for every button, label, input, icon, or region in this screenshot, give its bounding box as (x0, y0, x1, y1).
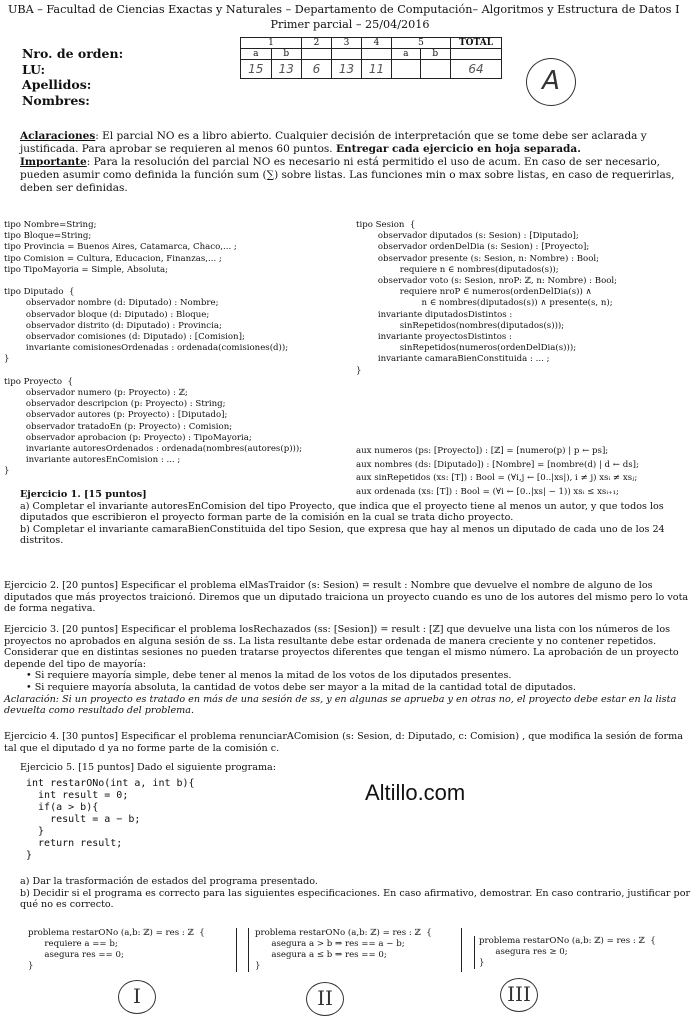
score-1a: 15 (241, 60, 272, 79)
types-right: tipo Sesion { observador diputados (s: Sesion) : [Diputado]; observador ordenDelDia (s: Sesion) : [Proyecto]; observador presente (s: Sesion, n: Nombre) : Bool; requiere n ∈ nombres(diputados(s)); observador voto (s: Sesion, nroP: ℤ, n: Nombre) : Bool; requiere nroP ∈ numeros(ordenDelDia(s)) ∧ n ∈ nombres(diputados(s)) ∧ presente(s, n); invariante diputadosDistintos : sinRepetidos(nombres(diputados(s))); invariante proyectosDistintos : sinRepetidos(numeros(ordenDelDia(s))); invariante camaraBienConstituida : ... ; } (356, 220, 618, 376)
grade-sub-1a: a (241, 49, 272, 60)
student-fields (22, 46, 123, 108)
ex3-clarification: Aclaración: Si un proyecto es tratado en más de una sesión de ss, y en algunas se aprueba y en otras no, el proyecto debe estar en la lista devuelta como resultado del problema. (4, 693, 677, 717)
ex1-a: a) Completar el invariante autoresEnComision del tipo Proyecto, que indica que el proyecto tiene al menos un autor, y que todos los diputados que escribieron el proyecto forman parte de la comisión en la cual se trata dicho proyecto. (20, 500, 664, 524)
spec-2-mark: II (306, 982, 344, 1016)
ex3-text: Ejercicio 3. [20 puntos] Especificar el problema losRechazados (ss: [Sesion]) = result : [ℤ] que devuelve una lista con los números de los proyectos no aprobados en alguna sesión de ss. La lista resultante debe estar ordenada de manera creciente y no contener repetidos. Considerar que en distintas sesiones no pueden tratarse proyectos diferentes que tengan el mismo número. La aprobación de un proyecto depende del tipo de mayoría: (4, 624, 679, 670)
grade-head-total: TOTAL (451, 38, 502, 49)
grade-mark: A (526, 58, 576, 106)
ex5-b: b) Decidir si el programa es correcto para las siguientes especificaciones. En caso afirmativo, demostrar. En caso contrario, justificar por qué no es correcto. (20, 887, 691, 911)
score-3: 13 (332, 60, 362, 79)
ex1-title: Ejercicio 1. [15 puntos] (20, 489, 147, 500)
exam-header (4, 2, 696, 32)
watermark: Altillo.com (365, 780, 466, 805)
instructions-text: : El parcial NO es a libro abierto. Cualquier decisión de interpretación que se tome debe ser aclarada y justificada. Para aprobar se requieren al menos 60 puntos. (20, 130, 647, 155)
grade-sub-5b: b (420, 49, 450, 60)
exercise-1 (20, 489, 694, 547)
header-institution: UBA – Facultad de Ciencias Exactas y Naturales – Departamento de Computación– Algoritmos y Estructura de Datos I (8, 3, 680, 16)
score-total: 64 (451, 60, 502, 79)
grade-head-2: 2 (302, 38, 332, 49)
exercise-4: Ejercicio 4. [30 puntos] Especificar el problema renunciarAComision (s: Sesion, d: Diputado, c: Comision) , que modifica la sesión de forma tal que el diputado d ya no forme parte de la comisión c. (4, 731, 683, 754)
field-lu: LU: (22, 61, 46, 77)
ex3-bullet-simple: • Si requiere mayoría simple, debe tener al menos la mitad de los votos de los diputados presentes. (26, 670, 512, 682)
score-1b: 13 (271, 60, 302, 79)
important-text: : Para la resolución del parcial NO es necesario ni está permitido el uso de acum. En caso de ser necesario, pueden asumir como definida la función sum (∑) sobre listas. Las funciones min o max sobre listas, en caso de requerirlas, deben ser definidas. (20, 156, 675, 194)
score-4: 11 (362, 60, 392, 79)
instructions-bold: Entregar cada ejercicio en hoja separada. (335, 143, 581, 155)
grade-head-5: 5 (392, 38, 451, 49)
instructions-label: Aclaraciones (20, 130, 96, 142)
types-left: tipo Nombre=String; tipo Bloque=String; tipo Provincia = Buenos Aires, Catamarca, Chaco,... ; tipo Comision = Cultura, Educacion, Finanzas,... ; tipo TipoMayoria = Simple, Absoluta; tipo Diputado { observador nombre (d: Diputado) : Nombre; observador bloque (d: Diputado) : Bloque; observador distrito (d: Diputado) : Provincia; observador comisiones (d: Diputado) : [Comision]; invariante comisionesOrdenadas : ordenada(comisiones(d)); } tipo Proyecto { observador numero (p: Proyecto) : ℤ; observador descripcion (p: Proyecto) : String; observador autores (p: Proyecto) : [Diputado]; observador tratadoEn (p: Proyecto) : Comision; observador aprobacion (p: Proyecto) : TipoMayoria; invariante autoresOrdenados : ordenada(nombres(autores(p))); invariante autoresEnComision : ... ; } (4, 220, 303, 477)
score-2: 6 (302, 60, 332, 79)
aux-functions: aux numeros (ps: [Proyecto]) : [ℤ] = [numero(p) | p ← ps]; aux nombres (ds: [Diputado]) : [Nombre] = [nombre(d) | d ← ds]; aux sinRepetidos (xs: [T]) : Bool = (∀i,j ← [0..|xs|), i ≠ j) xsᵢ ≠ xsⱼ; aux ordenada (xs: [T]) : Bool = (∀i ← [0..|xs| − 1)) xsᵢ ≤ xsᵢ₊₁; (356, 446, 639, 497)
header-exam-date: Primer parcial – 25/04/2016 (270, 18, 430, 31)
spec-1-mark: I (118, 980, 156, 1014)
spec-3: problema restarONo (a,b: ℤ) = res : ℤ { asegura res ≥ 0; } (474, 936, 684, 969)
field-order-number: Nro. de orden: (22, 46, 124, 61)
exercise-2: Ejercicio 2. [20 puntos] Especificar el problema elMasTraidor (s: Sesion) = result : Nombre que devuelve el nombre de alguno de los diputados que más proyectos traicionó. Diremos que un diputado traiciona un proyecto cuando es uno de los autores del mismo pero lo vota de forma negativa. (4, 580, 689, 615)
ex5-a: a) Dar la trasformación de estados del programa presentado. (20, 876, 318, 887)
program-code: int restarONo(int a, int b){ int result = 0; if(a > b){ result = a − b; } return result; } (26, 778, 195, 861)
field-surnames: Apellidos: (22, 77, 92, 92)
ex3-bullet-absolute: • Si requiere mayoría absoluta, la cantidad de votos debe ser mayor a la mitad de la cantidad total de diputados. (26, 681, 576, 693)
instructions (20, 130, 692, 195)
exercise-5-items (20, 876, 692, 911)
grade-sub-1b: b (271, 49, 302, 60)
spec-3-mark: III (500, 978, 538, 1012)
spec-1: problema restarONo (a,b: ℤ) = res : ℤ { requiere a == b; asegura res == 0; } (28, 928, 237, 972)
grade-head-1: 1 (241, 38, 302, 49)
grade-table (240, 37, 502, 79)
exercise-3 (4, 624, 694, 717)
exercise-5-title: Ejercicio 5. [15 puntos] Dado el siguiente programa: (20, 762, 276, 773)
grade-sub-5a: a (392, 49, 421, 60)
spec-2: problema restarONo (a,b: ℤ) = res : ℤ { asegura a > b ⇒ res == a − b; asegura a ≤ b ⇒ res == 0; } (248, 928, 462, 972)
important-label: Importante (20, 156, 87, 168)
grade-head-3: 3 (332, 38, 362, 49)
ex1-b: b) Completar el invariante camaraBienConstituida del tipo Sesion, que expresa que hay al menos un diputado de cada uno de los 24 distritos. (20, 523, 665, 547)
field-names: Nombres: (22, 92, 90, 108)
grade-head-4: 4 (362, 38, 392, 49)
